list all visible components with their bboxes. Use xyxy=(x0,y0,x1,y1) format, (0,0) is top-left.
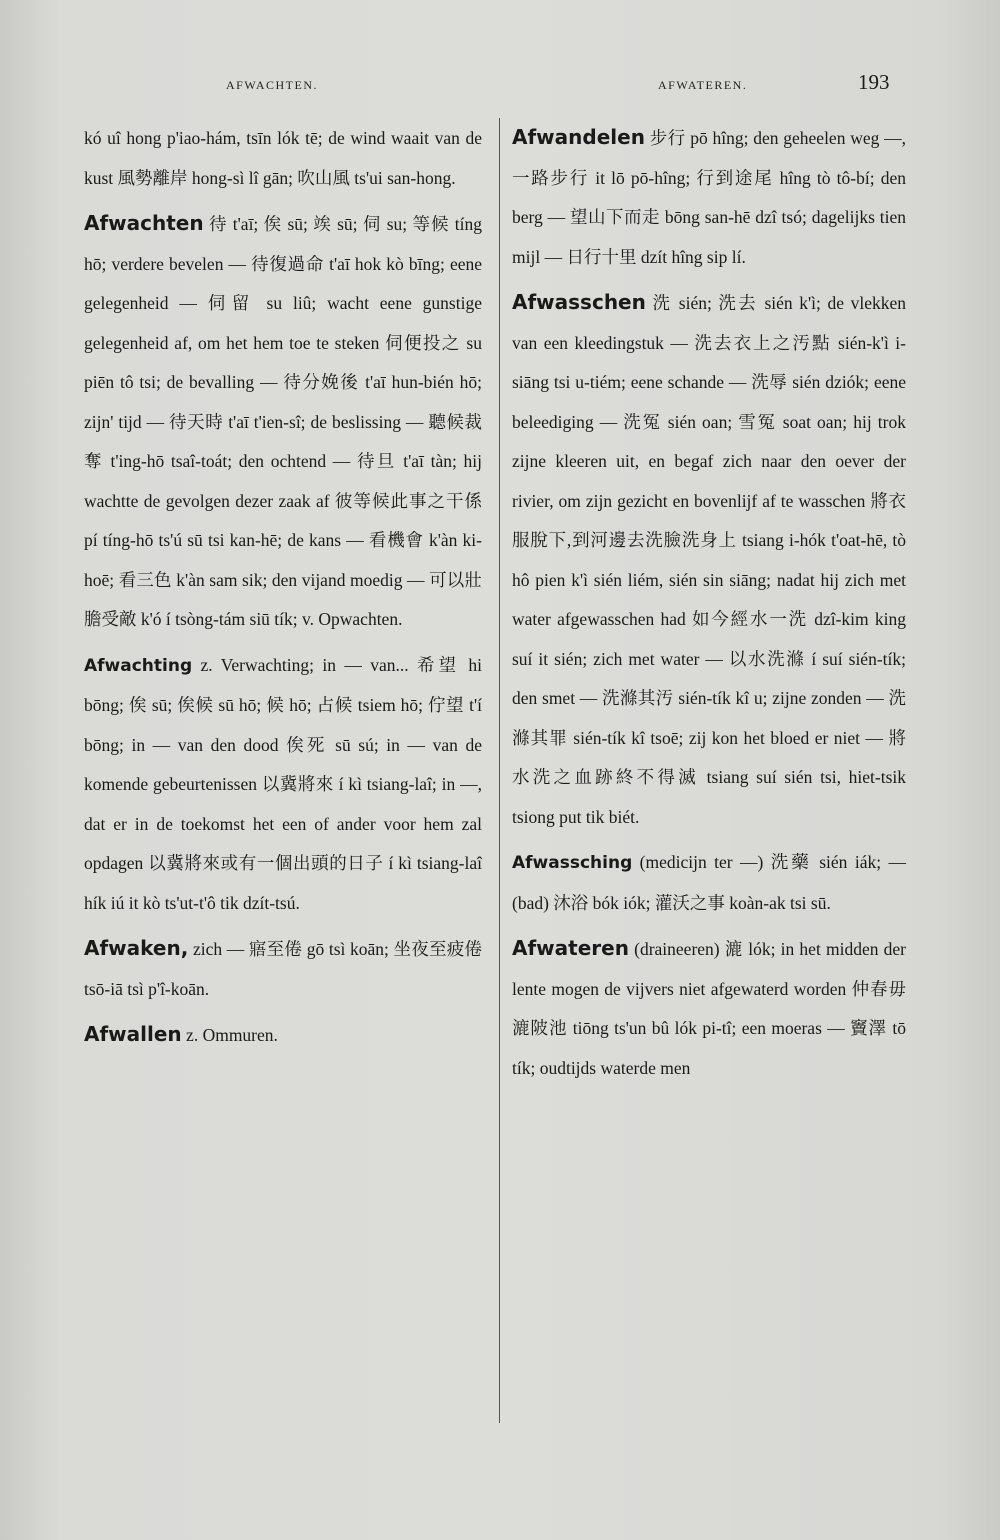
entry-afwasschen xyxy=(512,283,906,837)
entry-text: 待 t'aī; 俟 sū; 竢 sū; 伺 su; 等候 tíng hō; verdere bevelen — 待復過命 t'aī hok kò bīng; eene gelegenheid — 伺留 su liû; wacht eene gunstige gelegenheid af, om het hem toe te steken 伺便投之 su piēn tô tsi; de bevalling — 待分娩後 t'aī hun-bién hō; zijn' tijd — 待天時 t'aī t'ien-sî; de beslissing — 聽候裁奪 t'ing-hō tsaî-toát; den ochtend — 待旦 t'aī tàn; hij wachtte de gevolgen dezer zaak af 彼等候此事之干係 pí tíng-hō ts'ú sū tsi kan-hē; de kans — 看機會 k'àn ki-hoē; 看三色 k'àn sam sik; den vijand moedig — 可以壯膽受敵 k'ó í tsòng-tám siū tík; v. Opwachten. xyxy=(84,214,482,629)
entry-headword: Afwandelen xyxy=(512,125,645,149)
entry-headword: Afwachten xyxy=(84,211,204,235)
column-divider xyxy=(499,118,500,1423)
page-number: 193 xyxy=(858,70,890,94)
entry-text: kó uî hong p'iao-hám, tsīn lók tē; de wind waait van de kust 風勢離岸 hong-sì lî gān; 吹山風 ts'ui san-hong. xyxy=(84,128,482,188)
entry-headword: Afwateren xyxy=(512,936,629,960)
entry-text: 步行 pō hîng; den geheelen weg —, 一路步行 it lō pō-hîng; 行到途尾 hîng tò tô-bí; den berg — 望山下而走 bōng san-hē dzî tsó; dagelijks tien mijl — 日行十里 dzít hîng sip lí. xyxy=(512,128,906,267)
entry-afwachting xyxy=(84,646,482,924)
entry-afwandelen xyxy=(512,118,906,277)
entry-text: z. Ommuren. xyxy=(181,1025,278,1045)
entry-afwachten xyxy=(84,204,482,640)
entry-afwaken xyxy=(84,929,482,1009)
entry-continuation xyxy=(84,118,482,198)
entry-text: zich — 寤至倦 gō tsì koān; 坐夜至疲倦 tsō-iā tsì p'î-koān. xyxy=(84,939,482,999)
entry-afwateren xyxy=(512,929,906,1088)
entry-text: z. Verwachting; in — van... 希望 hi bōng; 俟 sū; 俟候 sū hō; 候 hō; 占候 tsiem hō; 佇望 t'í bōng; in — van den dood 俟死 sū sú; in — van de komende gebeurtenissen 以冀將來 í kì tsiang-laî; in —, dat er in de toekomst het een of ander voor hem zal opdagen 以冀將來或有一個出頭的日子 í kì tsiang-laî hík iú it kò ts'ut-t'ô tik dzít-tsú. xyxy=(84,654,482,913)
entry-text: (draineeren) 漉 lók; in het midden der lente mogen de vijvers niet afgewaterd worden 仲春毋漉陂池 tiōng ts'un bû lók pi-tî; een moeras — 竇澤 tō tík; oudtijds waterde men xyxy=(512,939,906,1078)
entry-headword: Afwachting xyxy=(84,655,193,676)
entry-afwallen xyxy=(84,1015,482,1056)
entry-afwassching xyxy=(512,843,906,923)
running-head-left: AFWACHTEN. xyxy=(226,78,318,92)
entry-headword: Afwaken, xyxy=(84,936,189,960)
entry-text: (medicijn ter —) 洗藥 sién iák; — (bad) 沐浴 bók iók; 灌沃之事 koàn-ak tsi sū. xyxy=(512,852,906,913)
entry-headword: Afwasschen xyxy=(512,290,646,314)
right-column xyxy=(512,118,906,1088)
entry-headword: Afwassching xyxy=(512,853,633,873)
entry-headword: Afwallen xyxy=(84,1022,182,1046)
left-column xyxy=(84,118,482,1056)
running-head-right: AFWATEREN. xyxy=(658,78,748,92)
entry-text: 洗 sién; 洗去 sién k'ì; de vlekken van een kleedingstuk — 洗去衣上之汚點 sién-k'ì i-siāng tsi u-tiém; eene schande — 洗辱 sién dziók; eene beleediging — 洗冤 sién oan; 雪冤 soat oan; hij trok zijne kleeren uit, en begaf zich naar den oever der rivier, om zijn gezicht en bovenlijf af te wasschen 將衣服脫下,到河邊去洗臉洗身上 tsiang i-hók t'oat-hē, tò hô pien k'ì sién liém, sién sin siāng; nadat hij zich met water afgewasschen had 如今經水一洗 dzî-kim king suí it sién; zich met water — 以水洗滌 í suí sién-tík; den smet — 洗滌其汚 sién-tík kî u; zijne zonden — 洗滌其罪 sién-tík kî tsoē; zij kon het bloed er niet — 將水洗之血跡終不得滅 tsiang suí sién tsi, hiet-tsik tsiong put tik biét. xyxy=(512,293,906,827)
